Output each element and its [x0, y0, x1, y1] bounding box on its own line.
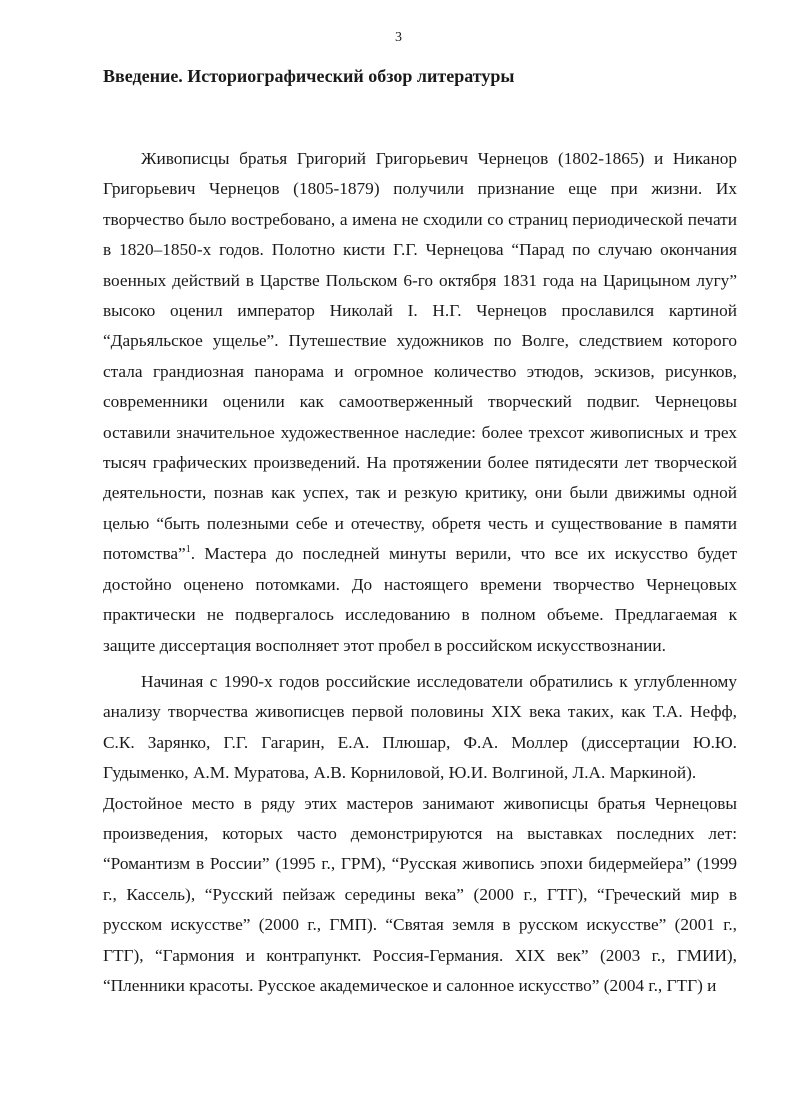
paragraph-1-text: Живописцы братья Григорий Григорьевич Чернецов (1802-1865) и Никанор Григорьевич Чернецов (1805-1879) получили признание еще при жизни. Их творчество было востребовано, а имена не сходили со страниц периодической печати в 1820–1850-х годов. Полотно кисти Г.Г. Чернецова “Парад по случаю окончания военных действий в Царстве Польском 6-го октября 1831 года на Царицыном лугу” высоко оценил император Николай I. Н.Г. Чернецов прославился картиной “Дарьяльское ущелье”. Путешествие художников по Волге, следствием которого стала грандиозная панорама и огромное количество этюдов, эскизов, рисунков, современники оценили как самоотверженный творческий подвиг. Чернецовы оставили значительное художественное наследие: более трехсот живописных и трех тысяч графических произведений. На протяжении более пятидесяти лет творческой деятельности, познав как успех, так и резкую критику, они были движимы одной целью “быть полезными себе и отечеству, обретя честь и существование в памяти потомства”	[103, 149, 737, 564]
paragraph-3: Достойное место в ряду этих мастеров занимают живописцы братья Чернецовы произведения, которых часто демонстрируются на выставках последних лет: “Романтизм в России” (1995 г., ГРМ), “Русская живопись эпохи бидермейера” (1999 г., Кассель), “Русский пейзаж середины века” (2000 г., ГТГ), “Греческий мир в русском искусстве” (2000 г., ГМП). “Святая земля в русском искусстве” (2001 г., ГТГ), “Гармония и контрапункт. Россия-Германия. XIX век” (2003 г., ГМИИ), “Пленники красоты. Русское академическое и салонное искусство” (2004 г., ГТГ) и	[103, 793, 737, 995]
page-number: 3	[395, 30, 402, 45]
footnote-reference[interactable]: 1	[185, 544, 191, 556]
body-text	[103, 144, 737, 1001]
paragraph-1-continuation: . Мастера до последней минуты верили, что все их искусство будет достойно оценено потомками. До настоящего времени творчество Чернецовых практически не подвергалось исследованию в полном объеме. Предлагаемая к защите диссертация восполняет этот пробел в российском искусствознании.	[103, 544, 737, 655]
paragraph-1	[103, 144, 737, 661]
page-title: Введение. Историографический обзор литературы	[103, 66, 515, 86]
paragraph-2: Начиная с 1990-х годов российские исследователи обратились к углубленному анализу творчества живописцев первой половины XIX века таких, как Т.А. Нефф, С.К. Зарянко, Г.Г. Гагарин, Е.А. Плюшар, Ф.А. Моллер (диссертации Ю.Ю. Гудыменко, А.М. Муратова, А.В. Корниловой, Ю.И. Волгиной, Л.А. Маркиной).	[103, 671, 737, 783]
